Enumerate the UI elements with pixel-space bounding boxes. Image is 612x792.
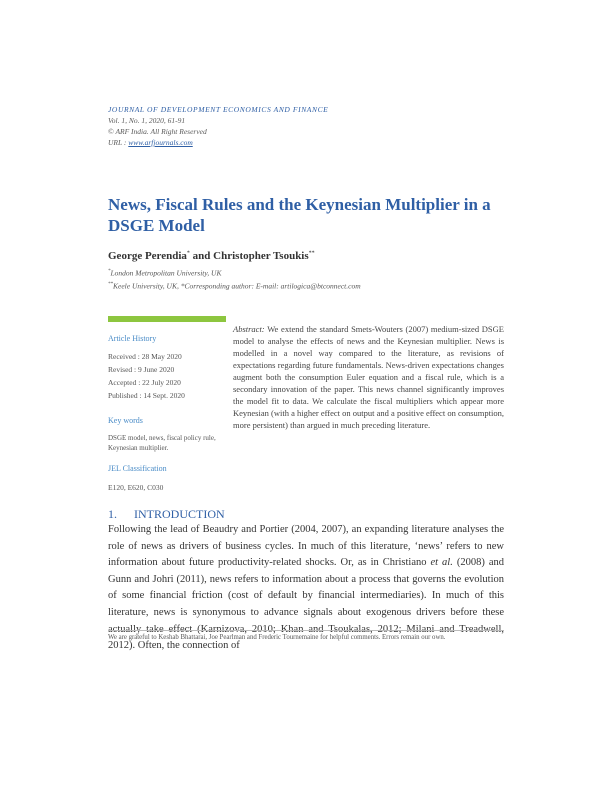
journal-url-link[interactable]: www.arfjournals.com xyxy=(128,138,193,147)
journal-name: JOURNAL OF DEVELOPMENT ECONOMICS AND FINANCE xyxy=(108,105,329,114)
journal-header xyxy=(108,104,328,148)
abstract xyxy=(233,323,504,431)
body-text-a: Following the lead of Beaudry and Portier (2004, 2007), an expanding literature analyses the role of news as drivers of business cycles. In much of this literature, ‘news’ refers to new information about future productivity-related shocks. Or, as in Christiano xyxy=(108,524,504,569)
affiliation-2 xyxy=(108,279,361,292)
affiliations xyxy=(108,266,361,291)
article-history-heading: Article History xyxy=(108,334,157,343)
author-2-mark: ** xyxy=(308,250,315,257)
affiliation-1-text: London Metropolitan University, UK xyxy=(110,268,222,278)
journal-url-line xyxy=(108,137,328,148)
keywords-heading: Key words xyxy=(108,416,143,425)
footnote-rule xyxy=(108,630,504,631)
body-etal: et al. xyxy=(430,557,453,569)
author-2: Christopher Tsoukis xyxy=(213,250,309,262)
affiliation-1-mark: * xyxy=(108,269,111,274)
author-1-mark: * xyxy=(186,250,190,257)
history-published: Published : 14 Sept. 2020 xyxy=(108,391,185,400)
history-revised: Revised : 9 June 2020 xyxy=(108,365,175,374)
url-label: URL : xyxy=(108,138,129,147)
article-history-list xyxy=(108,350,233,402)
affiliation-1 xyxy=(108,266,361,279)
author-line xyxy=(108,250,315,262)
author-1: George Perendia xyxy=(108,250,187,262)
affiliation-2-text: Keele University, UK, *Corresponding author: E-mail: artilogica@btconnect.com xyxy=(113,281,361,290)
article-title: News, Fiscal Rules and the Keynesian Multiplier in a DSGE Model xyxy=(108,195,491,235)
jel-codes: E120, E620, C030 xyxy=(108,483,164,492)
journal-volume: Vol. 1, No. 1, 2020, 61-91 xyxy=(108,116,186,125)
keywords-text: DSGE model, news, fiscal policy rule, Keynesian multiplier. xyxy=(108,434,216,452)
body-text-b: (2008) and Gunn and Johri (2011), news refers to information about a process that governs the evolution of some financial friction (cost of default by financial intermediaries). In much of this literature, news is synonymous to advance signals about exogenous drivers before these 2012). Often, the connection of xyxy=(108,557,505,652)
journal-rights: © ARF India. All Right Reserved xyxy=(108,127,207,136)
abstract-label: Abstract: xyxy=(233,324,265,334)
jel-heading: JEL Classification xyxy=(108,464,167,473)
author-separator: and xyxy=(189,250,214,262)
abstract-text: We extend the standard Smets-Wouters (2007) medium-sized DSGE model to analyse the effects of news and the Keynesian multiplier. News is modelled in a novel way compared to the literature, as revisions of expectations regarding future fundamentals. News-driven expectations changes augment both the consumption Euler equation and a fiscal rule, which is a secondary innovation of the paper. This news channel significantly improves the model fit to data. We calculate the fiscal multipliers which appear more Keynesian (with a higher effect on output and a positive effect on consumption, more persistent) than argued in much preceding literature. xyxy=(233,324,504,430)
section-heading xyxy=(108,507,225,522)
section-title: INTRODUCTION xyxy=(134,507,225,521)
sidebar-accent-bar xyxy=(108,316,226,322)
footnote: We are grateful to Keshab Bhattarai, Joe Pearlman and Frederic Tournemaine for helpful comments. Errors remain our own. xyxy=(108,634,446,641)
history-received: Received : 28 May 2020 xyxy=(108,352,182,361)
section-number: 1. xyxy=(108,507,117,521)
history-accepted: Accepted : 22 July 2020 xyxy=(108,378,181,387)
affiliation-2-mark: ** xyxy=(108,281,113,287)
